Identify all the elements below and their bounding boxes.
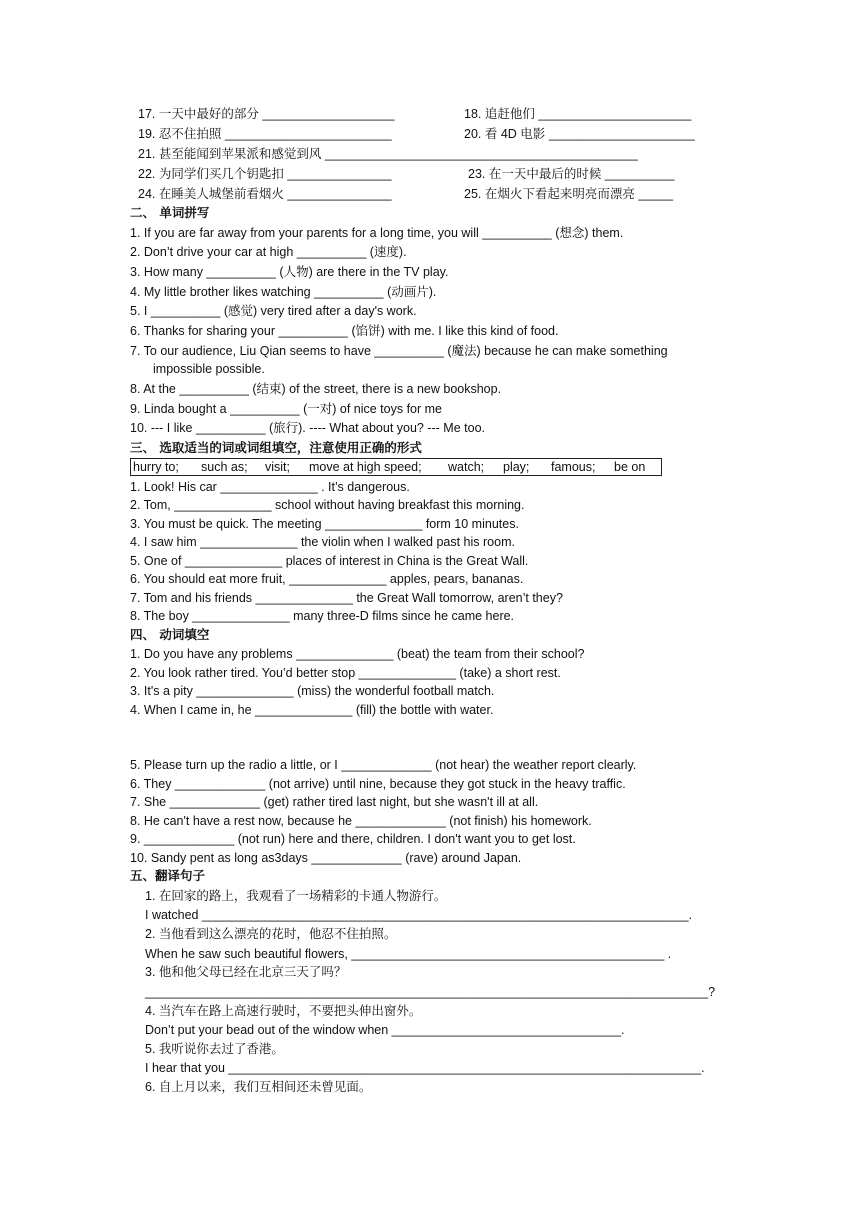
s2-item: 2. Don’t drive your car at high __________ (速度). [130,245,407,259]
s5-english: _________________________________________________________________________________? [145,985,716,999]
section-4-title: 四、 动词填空 [130,627,210,642]
word-bank-item: watch; [448,460,485,474]
word-bank-item: such as; [201,460,248,474]
phrase-22: 22. 为同学们买几个钥匙扣 _______________ [138,167,392,181]
s2-item: 6. Thanks for sharing your __________ (馅饼) with me. I like this kind of food. [130,324,559,338]
s2-item: 5. I __________ (感觉) very tired after a day's work. [130,304,417,318]
word-bank-item: famous; [551,460,596,474]
word-bank-box [130,458,662,476]
s3-item: 2. Tom, ______________ school without having breakfast this morning. [130,498,525,512]
s3-item: 4. I saw him ______________ the violin when I walked past his room. [130,535,515,549]
phrase-24: 24. 在睡美人城堡前看烟火 _______________ [138,187,392,201]
s5-chinese: 1. 在回家的路上，我观看了一场精彩的卡通人物游行。 [145,889,447,903]
s2-item: 8. At the __________ (结束) of the street, there is a new bookshop. [130,382,502,396]
s2-item: 9. Linda bought a __________ (一对) of nice toys for me [130,402,442,416]
s5-chinese: 3. 他和他父母已经在北京三天了吗？ [145,965,347,979]
s3-item: 6. You should eat more fruit, ______________ apples, pears, bananas. [130,572,524,586]
s2-item: 10. --- I like __________ (旅行). ---- What about you? --- Me too. [130,421,485,435]
s4-item: 6. They _____________ (not arrive) until nine, because they got stuck in the heavy traffic. [130,777,626,791]
s2-item: 7. To our audience, Liu Qian seems to have __________ (魔法) because he can make something [130,344,668,358]
s4-item: 4. When I came in, he ______________ (fill) the bottle with water. [130,703,494,717]
phrase-18: 18. 追赶他们 ______________________ [464,107,692,121]
s2-item: 1. If you are far away from your parents for a long time, you will __________ (想念) them. [130,226,624,240]
s5-english: When he saw such beautiful flowers, _____________________________________________ . [145,947,672,961]
word-bank-item: visit; [265,460,290,474]
s4-item: 5. Please turn up the radio a little, or I _____________ (not hear) the weather report clearly. [130,758,637,772]
section-3-title: 三、 选取适当的词或词组填空，注意使用正确的形式 [130,440,422,455]
word-bank-item: be on [614,460,646,474]
s4-item: 1. Do you have any problems ______________ (beat) the team from their school? [130,647,585,661]
s3-item: 3. You must be quick. The meeting ______________ form 10 minutes. [130,517,519,531]
s4-item: 2. You look rather tired. You’d better stop ______________ (take) a short rest. [130,666,561,680]
s4-item: 8. He can't have a rest now, because he _____________ (not finish) his homework. [130,814,592,828]
s5-chinese: 6. 自上月以来，我们互相间还未曾见面。 [145,1080,372,1094]
s3-item: 8. The boy ______________ many three-D films since he came here. [130,609,515,623]
s5-chinese: 2. 当他看到这么漂亮的花时，他忍不住拍照。 [145,927,397,941]
word-bank-item: play; [503,460,530,474]
s4-item: 7. She _____________ (get) rather tired last night, but she wasn't ill at all. [130,795,539,809]
word-bank-item: hurry to; [133,460,179,474]
s5-chinese: 4. 当汽车在路上高速行驶时，不要把头伸出窗外。 [145,1004,422,1018]
s4-item: 9. _____________ (not run) here and there, children. I don't want you to get lost. [130,832,576,846]
s2-item: 3. How many __________ (人物) are there in the TV play. [130,265,449,279]
phrase-17: 17. 一天中最好的部分 ___________________ [138,107,395,121]
section-5-title: 五、翻译句子 [130,868,206,883]
s3-item: 7. Tom and his friends ______________ the Great Wall tomorrow, aren’t they? [130,591,563,605]
section-2-title: 二、 单词拼写 [130,205,210,220]
phrase-21: 21. 甚至能闻到苹果派和感觉到风 _____________________________________________ [138,147,638,161]
s3-item: 1. Look! His car ______________ . It’s dangerous. [130,480,410,494]
s5-english: I watched ______________________________________________________________________. [145,908,693,922]
phrase-20: 20. 看 4D 电影 _____________________ [464,127,695,141]
s5-chinese: 5. 我听说你去过了香港。 [145,1042,284,1056]
phrase-19: 19. 忍不住拍照 ________________________ [138,127,392,141]
phrase-23: 23. 在一天中最后的时候 __________ [468,167,675,181]
s5-english: Don’t put your bead out of the window when _________________________________. [145,1023,625,1037]
word-bank-item: move at high speed; [309,460,422,474]
s2-item-continued: impossible possible. [153,362,265,376]
s4-item: 10. Sandy pent as long as3days _____________ (rave) around Japan. [130,851,522,865]
phrase-25: 25. 在烟火下看起来明亮而漂亮 _____ [464,187,674,201]
s3-item: 5. One of ______________ places of interest in China is the Great Wall. [130,554,529,568]
s2-item: 4. My little brother likes watching __________ (动画片). [130,285,437,299]
s4-item: 3. It's a pity ______________ (miss) the wonderful football match. [130,684,495,698]
s5-english: I hear that you ____________________________________________________________________. [145,1061,705,1075]
